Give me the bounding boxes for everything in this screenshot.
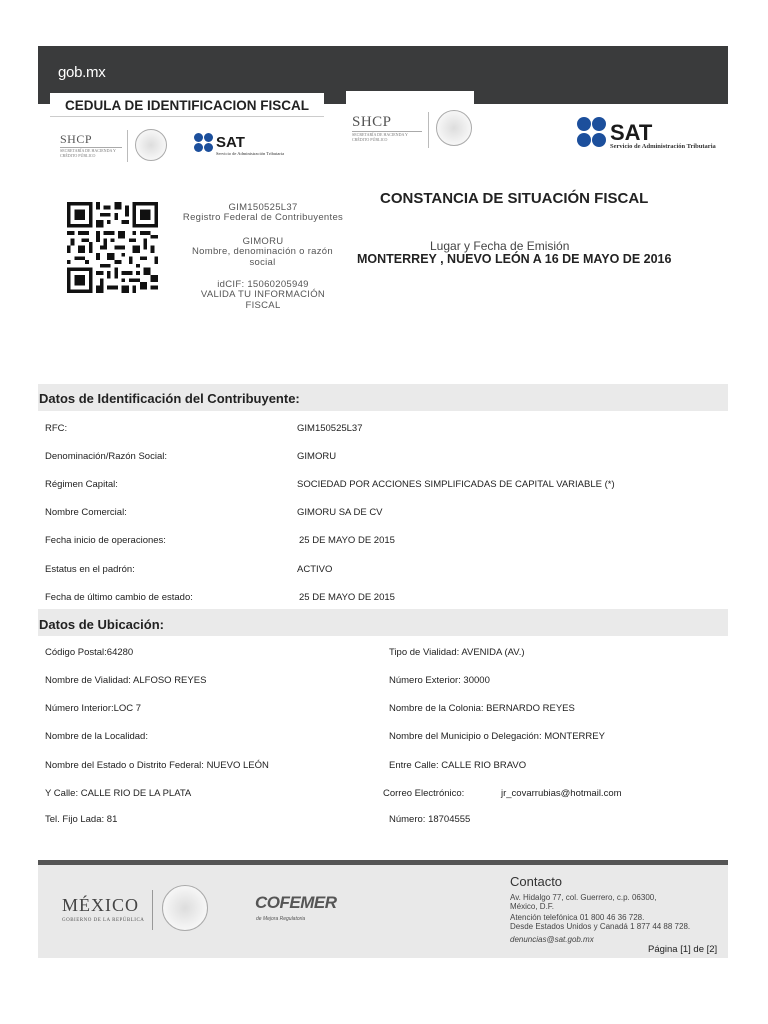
field-value: GIM150525L37 xyxy=(297,423,363,434)
document-title: CONSTANCIA DE SITUACIÓN FISCAL xyxy=(380,190,649,207)
field-label: Denominación/Razón Social: xyxy=(45,451,167,462)
field-label: Nombre Comercial: xyxy=(45,507,127,518)
rfc-value: GIM150525L37 xyxy=(228,202,298,213)
field-label: Régimen Capital: xyxy=(45,479,118,490)
name-value: GIMORU xyxy=(242,236,284,247)
footer xyxy=(38,865,728,958)
rfc-caption: Registro Federal de Contribuyentes xyxy=(182,212,344,223)
sat-subtext: Servicio de Administración Tributaria xyxy=(610,143,716,150)
correo-label: Correo Electrónico: xyxy=(383,788,465,799)
shcp-text: SHCP xyxy=(60,132,93,146)
contact-line: México, D.F. xyxy=(510,902,555,911)
ubicacion-field: Entre Calle: CALLE RIO BRAVO xyxy=(389,760,527,771)
sat-logo-small xyxy=(194,133,314,157)
section-title: Datos de Identificación del Contribuyente: xyxy=(39,391,300,406)
correo-value[interactable]: jr_covarrubias@hotmail.com xyxy=(501,788,622,799)
sat-subtext: Servicio de Administración Tributaria xyxy=(216,151,285,156)
field-label: Fecha de último cambio de estado: xyxy=(45,592,193,603)
field-value: ACTIVO xyxy=(297,564,333,575)
lugar-value: MONTERREY , NUEVO LEÓN A 16 DE MAYO DE 2016 xyxy=(357,252,672,266)
ubicacion-field: Nombre de Vialidad: ALFOSO REYES xyxy=(45,675,207,686)
ubicacion-field: Tel. Fijo Lada: 81 xyxy=(45,814,118,825)
page-indicator: Página [1] de [2] xyxy=(648,944,718,955)
field-value: GIMORU xyxy=(297,451,337,462)
mexico-subtitle: GOBIERNO DE LA REPÚBLICA xyxy=(62,918,145,923)
ubicacion-field: Nombre de la Localidad: xyxy=(45,731,148,742)
ubicacion-field: Número: 18704555 xyxy=(389,814,471,825)
cofemer-logo: COFEMER xyxy=(255,893,337,912)
section-header-identificacion xyxy=(38,384,728,411)
gob-mx-logo[interactable]: gob.mx xyxy=(58,64,106,81)
sat-logo-large xyxy=(577,117,728,151)
contact-line: Desde Estados Unidos y Canadá 1 877 44 88 728. xyxy=(510,922,691,931)
ubicacion-field: Número Interior:LOC 7 xyxy=(45,703,142,714)
qr-code-icon[interactable] xyxy=(67,201,158,294)
section-header-ubicacion xyxy=(38,609,728,636)
cofemer-subtitle: de Mejora Regulatoria xyxy=(256,916,306,922)
idcif: idCIF: 15060205949 xyxy=(217,279,309,290)
valida-info: VALIDA TU INFORMACIÓN FISCAL xyxy=(200,289,326,311)
shcp-logo-large xyxy=(352,114,422,142)
field-label: Fecha inicio de operaciones: xyxy=(45,535,166,546)
field-value: 25 DE MAYO DE 2015 xyxy=(299,592,395,603)
shcp-subtext: SECRETARÍA DE HACIENDA Y CRÉDITO PÚBLICO xyxy=(352,131,422,142)
field-value: GIMORU SA DE CV xyxy=(297,507,383,518)
contact-email[interactable]: denuncias@sat.gob.mx xyxy=(510,935,594,944)
ubicacion-field: Y Calle: CALLE RIO DE LA PLATA xyxy=(45,788,192,799)
divider xyxy=(152,890,153,930)
field-value: SOCIEDAD POR ACCIONES SIMPLIFICADAS DE CAPITAL VARIABLE (*) xyxy=(297,479,615,490)
mexico-seal-icon xyxy=(436,110,472,146)
ubicacion-field: Número Exterior: 30000 xyxy=(389,675,490,686)
field-label: Estatus en el padrón: xyxy=(45,564,135,575)
name-caption: Nombre, denominación o razón social xyxy=(192,246,333,268)
contacto-title: Contacto xyxy=(510,874,563,889)
field-value: 25 DE MAYO DE 2015 xyxy=(299,535,395,546)
sat-text: SAT xyxy=(216,134,245,151)
cedula-title: CEDULA DE IDENTIFICACION FISCAL xyxy=(65,98,309,113)
ubicacion-field: Nombre del Estado o Distrito Federal: NUEVO LEÓN xyxy=(45,760,269,771)
ubicacion-field: Nombre de la Colonia: BERNARDO REYES xyxy=(389,703,575,714)
contact-line: Av. Hidalgo 77, col. Guerrero, c.p. 06300, xyxy=(510,893,657,902)
lugar-label: Lugar y Fecha de Emisión xyxy=(430,239,570,253)
divider xyxy=(127,130,128,162)
field-label: RFC: xyxy=(45,423,68,434)
sat-text: SAT xyxy=(610,120,653,145)
ubicacion-field: Nombre del Municipio o Delegación: MONTERREY xyxy=(389,731,605,742)
ubicacion-field: Tipo de Vialidad: AVENIDA (AV.) xyxy=(389,647,525,658)
section-title: Datos de Ubicación: xyxy=(39,617,164,632)
divider xyxy=(50,116,324,117)
mexico-seal-icon xyxy=(162,885,208,931)
mexico-seal-icon xyxy=(135,129,167,161)
shcp-text: SHCP xyxy=(352,114,392,130)
contact-line: Atención telefónica 01 800 46 36 728. xyxy=(510,913,645,922)
mexico-logo: MÉXICO xyxy=(62,895,139,915)
ubicacion-field: Código Postal:64280 xyxy=(45,647,134,658)
shcp-subtext: SECRETARÍA DE HACIENDA Y CRÉDITO PÚBLICO xyxy=(60,147,122,158)
divider xyxy=(428,112,429,148)
shcp-logo-small xyxy=(60,132,122,158)
